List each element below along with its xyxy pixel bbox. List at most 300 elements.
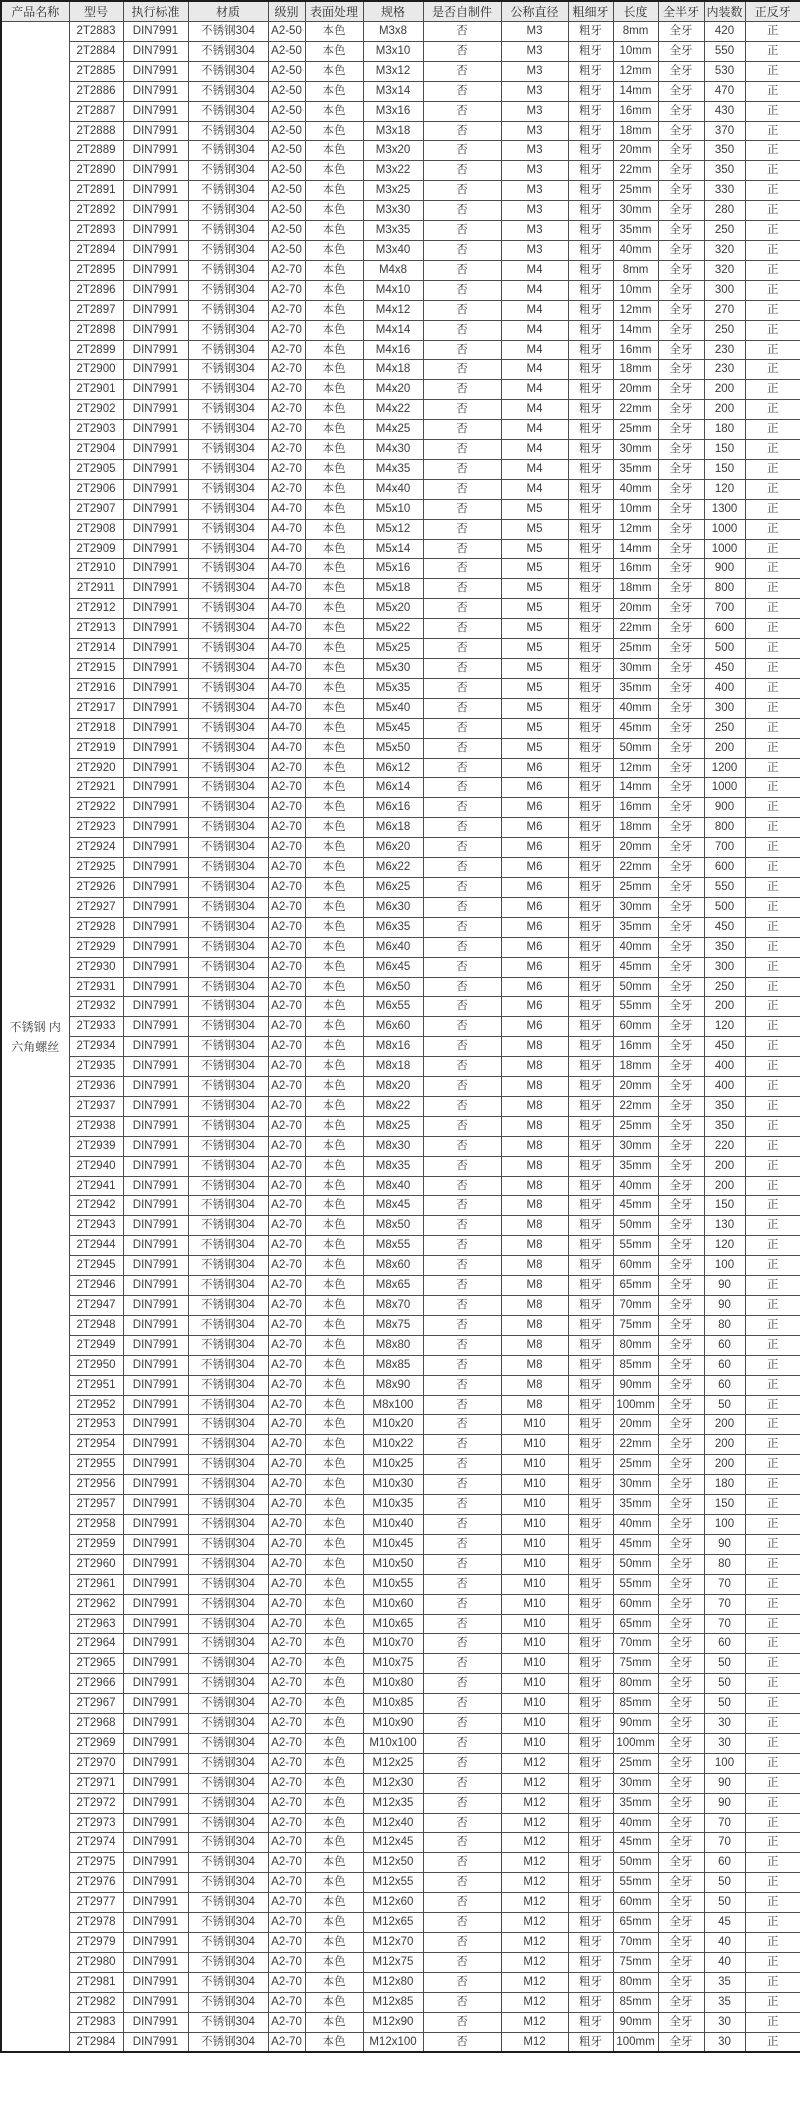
table-row bbox=[1, 1196, 800, 1216]
cell-nominal-diameter: M10 bbox=[501, 1594, 568, 1614]
table-row bbox=[1, 1136, 800, 1156]
cell-length: 45mm bbox=[613, 1833, 658, 1853]
cell-grade: A2-50 bbox=[268, 22, 305, 42]
table-row bbox=[1, 1992, 800, 2012]
cell-model: 2T2962 bbox=[69, 1594, 123, 1614]
cell-spec: M3x12 bbox=[363, 61, 423, 81]
cell-self-made: 否 bbox=[423, 1913, 501, 1933]
cell-model: 2T2932 bbox=[69, 997, 123, 1017]
cell-nominal-diameter: M3 bbox=[501, 181, 568, 201]
cell-self-made: 否 bbox=[423, 599, 501, 619]
cell-standard: DIN7991 bbox=[123, 599, 188, 619]
cell-length: 18mm bbox=[613, 579, 658, 599]
cell-thread-coverage: 全牙 bbox=[658, 1395, 704, 1415]
cell-standard: DIN7991 bbox=[123, 778, 188, 798]
cell-thread-direction: 正 bbox=[745, 897, 800, 917]
cell-thread-coverage: 全牙 bbox=[658, 1614, 704, 1634]
cell-material: 不锈钢304 bbox=[188, 1017, 268, 1037]
cell-surface-finish: 本色 bbox=[305, 1714, 363, 1734]
cell-spec: M10x25 bbox=[363, 1455, 423, 1475]
cell-thread-pitch: 粗牙 bbox=[568, 758, 613, 778]
cell-spec: M8x18 bbox=[363, 1057, 423, 1077]
cell-pack-qty: 800 bbox=[704, 579, 745, 599]
cell-surface-finish: 本色 bbox=[305, 678, 363, 698]
cell-standard: DIN7991 bbox=[123, 1335, 188, 1355]
cell-length: 18mm bbox=[613, 818, 658, 838]
table-row bbox=[1, 1952, 800, 1972]
cell-model: 2T2981 bbox=[69, 1972, 123, 1992]
cell-self-made: 否 bbox=[423, 121, 501, 141]
cell-thread-coverage: 全牙 bbox=[658, 877, 704, 897]
cell-model: 2T2942 bbox=[69, 1196, 123, 1216]
cell-model: 2T2904 bbox=[69, 440, 123, 460]
cell-thread-direction: 正 bbox=[745, 1077, 800, 1097]
cell-pack-qty: 500 bbox=[704, 897, 745, 917]
cell-thread-direction: 正 bbox=[745, 1694, 800, 1714]
cell-grade: A2-70 bbox=[268, 1694, 305, 1714]
cell-self-made: 否 bbox=[423, 440, 501, 460]
cell-nominal-diameter: M5 bbox=[501, 499, 568, 519]
cell-thread-pitch: 粗牙 bbox=[568, 619, 613, 639]
cell-thread-pitch: 粗牙 bbox=[568, 141, 613, 161]
table-row bbox=[1, 1296, 800, 1316]
table-row bbox=[1, 1813, 800, 1833]
cell-standard: DIN7991 bbox=[123, 1116, 188, 1136]
cell-grade: A2-70 bbox=[268, 1714, 305, 1734]
cell-pack-qty: 350 bbox=[704, 937, 745, 957]
cell-spec: M3x18 bbox=[363, 121, 423, 141]
table-row bbox=[1, 997, 800, 1017]
cell-nominal-diameter: M4 bbox=[501, 380, 568, 400]
cell-thread-coverage: 全牙 bbox=[658, 1435, 704, 1455]
cell-length: 22mm bbox=[613, 1435, 658, 1455]
cell-thread-pitch: 粗牙 bbox=[568, 798, 613, 818]
table-row bbox=[1, 1714, 800, 1734]
cell-length: 25mm bbox=[613, 1455, 658, 1475]
cell-surface-finish: 本色 bbox=[305, 1415, 363, 1435]
cell-length: 30mm bbox=[613, 440, 658, 460]
cell-self-made: 否 bbox=[423, 917, 501, 937]
cell-thread-direction: 正 bbox=[745, 1793, 800, 1813]
cell-thread-pitch: 粗牙 bbox=[568, 519, 613, 539]
cell-thread-direction: 正 bbox=[745, 1455, 800, 1475]
cell-thread-coverage: 全牙 bbox=[658, 1196, 704, 1216]
cell-length: 45mm bbox=[613, 1534, 658, 1554]
cell-thread-pitch: 粗牙 bbox=[568, 1256, 613, 1276]
cell-spec: M12x40 bbox=[363, 1813, 423, 1833]
cell-material: 不锈钢304 bbox=[188, 957, 268, 977]
cell-model: 2T2940 bbox=[69, 1156, 123, 1176]
table-row bbox=[1, 1037, 800, 1057]
cell-surface-finish: 本色 bbox=[305, 619, 363, 639]
table-row bbox=[1, 360, 800, 380]
cell-spec: M4x20 bbox=[363, 380, 423, 400]
cell-material: 不锈钢304 bbox=[188, 917, 268, 937]
cell-thread-direction: 正 bbox=[745, 718, 800, 738]
cell-thread-coverage: 全牙 bbox=[658, 1574, 704, 1594]
table-row bbox=[1, 1096, 800, 1116]
cell-length: 22mm bbox=[613, 400, 658, 420]
cell-surface-finish: 本色 bbox=[305, 1236, 363, 1256]
cell-thread-coverage: 全牙 bbox=[658, 738, 704, 758]
cell-spec: M6x25 bbox=[363, 877, 423, 897]
cell-nominal-diameter: M5 bbox=[501, 599, 568, 619]
table-row bbox=[1, 1853, 800, 1873]
cell-spec: M12x35 bbox=[363, 1793, 423, 1813]
cell-spec: M12x100 bbox=[363, 2032, 423, 2052]
cell-thread-pitch: 粗牙 bbox=[568, 1793, 613, 1813]
cell-thread-pitch: 粗牙 bbox=[568, 738, 613, 758]
cell-model: 2T2893 bbox=[69, 221, 123, 241]
cell-thread-coverage: 全牙 bbox=[658, 360, 704, 380]
cell-surface-finish: 本色 bbox=[305, 1694, 363, 1714]
cell-model: 2T2976 bbox=[69, 1873, 123, 1893]
cell-thread-direction: 正 bbox=[745, 1315, 800, 1335]
cell-pack-qty: 90 bbox=[704, 1276, 745, 1296]
cell-grade: A2-70 bbox=[268, 1893, 305, 1913]
cell-material: 不锈钢304 bbox=[188, 1853, 268, 1873]
cell-thread-pitch: 粗牙 bbox=[568, 1933, 613, 1953]
table-row bbox=[1, 499, 800, 519]
cell-material: 不锈钢304 bbox=[188, 380, 268, 400]
cell-thread-direction: 正 bbox=[745, 1495, 800, 1515]
cell-length: 25mm bbox=[613, 181, 658, 201]
table-body bbox=[1, 22, 800, 2053]
table-row bbox=[1, 380, 800, 400]
cell-material: 不锈钢304 bbox=[188, 818, 268, 838]
cell-self-made: 否 bbox=[423, 1037, 501, 1057]
cell-length: 60mm bbox=[613, 1256, 658, 1276]
table-row bbox=[1, 400, 800, 420]
cell-self-made: 否 bbox=[423, 1335, 501, 1355]
cell-length: 20mm bbox=[613, 599, 658, 619]
cell-model: 2T2896 bbox=[69, 280, 123, 300]
cell-thread-direction: 正 bbox=[745, 81, 800, 101]
cell-pack-qty: 350 bbox=[704, 161, 745, 181]
table-row bbox=[1, 201, 800, 221]
cell-length: 22mm bbox=[613, 619, 658, 639]
table-row bbox=[1, 718, 800, 738]
cell-surface-finish: 本色 bbox=[305, 1634, 363, 1654]
cell-standard: DIN7991 bbox=[123, 2032, 188, 2052]
cell-grade: A2-70 bbox=[268, 280, 305, 300]
cell-thread-direction: 正 bbox=[745, 440, 800, 460]
cell-length: 35mm bbox=[613, 459, 658, 479]
cell-self-made: 否 bbox=[423, 1216, 501, 1236]
cell-self-made: 否 bbox=[423, 221, 501, 241]
cell-pack-qty: 50 bbox=[704, 1674, 745, 1694]
cell-surface-finish: 本色 bbox=[305, 1514, 363, 1534]
cell-grade: A2-70 bbox=[268, 1813, 305, 1833]
column-header-standard: 执行标准 bbox=[123, 1, 188, 22]
cell-self-made: 否 bbox=[423, 1972, 501, 1992]
table-row bbox=[1, 917, 800, 937]
cell-model: 2T2926 bbox=[69, 877, 123, 897]
cell-spec: M4x18 bbox=[363, 360, 423, 380]
cell-thread-coverage: 全牙 bbox=[658, 559, 704, 579]
cell-spec: M3x10 bbox=[363, 41, 423, 61]
cell-grade: A2-70 bbox=[268, 1296, 305, 1316]
cell-standard: DIN7991 bbox=[123, 678, 188, 698]
cell-surface-finish: 本色 bbox=[305, 1793, 363, 1813]
cell-thread-coverage: 全牙 bbox=[658, 997, 704, 1017]
cell-grade: A2-70 bbox=[268, 1634, 305, 1654]
cell-nominal-diameter: M12 bbox=[501, 1992, 568, 2012]
cell-surface-finish: 本色 bbox=[305, 1972, 363, 1992]
cell-standard: DIN7991 bbox=[123, 1893, 188, 1913]
cell-standard: DIN7991 bbox=[123, 1037, 188, 1057]
cell-length: 85mm bbox=[613, 1355, 658, 1375]
cell-thread-direction: 正 bbox=[745, 1395, 800, 1415]
cell-pack-qty: 450 bbox=[704, 1037, 745, 1057]
cell-nominal-diameter: M10 bbox=[501, 1475, 568, 1495]
cell-pack-qty: 400 bbox=[704, 1077, 745, 1097]
cell-surface-finish: 本色 bbox=[305, 738, 363, 758]
cell-thread-direction: 正 bbox=[745, 838, 800, 858]
cell-model: 2T2941 bbox=[69, 1176, 123, 1196]
cell-material: 不锈钢304 bbox=[188, 1893, 268, 1913]
cell-pack-qty: 1000 bbox=[704, 778, 745, 798]
cell-pack-qty: 70 bbox=[704, 1833, 745, 1853]
cell-pack-qty: 1200 bbox=[704, 758, 745, 778]
cell-thread-pitch: 粗牙 bbox=[568, 778, 613, 798]
cell-self-made: 否 bbox=[423, 22, 501, 42]
cell-nominal-diameter: M12 bbox=[501, 1793, 568, 1813]
cell-surface-finish: 本色 bbox=[305, 1495, 363, 1515]
cell-standard: DIN7991 bbox=[123, 360, 188, 380]
cell-thread-pitch: 粗牙 bbox=[568, 1116, 613, 1136]
cell-thread-coverage: 全牙 bbox=[658, 499, 704, 519]
cell-surface-finish: 本色 bbox=[305, 1554, 363, 1574]
cell-grade: A2-50 bbox=[268, 141, 305, 161]
cell-material: 不锈钢304 bbox=[188, 340, 268, 360]
cell-surface-finish: 本色 bbox=[305, 1733, 363, 1753]
cell-pack-qty: 200 bbox=[704, 1415, 745, 1435]
table-row bbox=[1, 877, 800, 897]
cell-nominal-diameter: M8 bbox=[501, 1156, 568, 1176]
cell-surface-finish: 本色 bbox=[305, 260, 363, 280]
cell-nominal-diameter: M4 bbox=[501, 280, 568, 300]
cell-material: 不锈钢304 bbox=[188, 41, 268, 61]
cell-grade: A2-70 bbox=[268, 1017, 305, 1037]
cell-grade: A2-70 bbox=[268, 1216, 305, 1236]
cell-standard: DIN7991 bbox=[123, 1733, 188, 1753]
cell-model: 2T2977 bbox=[69, 1893, 123, 1913]
cell-length: 100mm bbox=[613, 1395, 658, 1415]
cell-spec: M4x25 bbox=[363, 420, 423, 440]
cell-nominal-diameter: M5 bbox=[501, 559, 568, 579]
cell-nominal-diameter: M8 bbox=[501, 1276, 568, 1296]
cell-standard: DIN7991 bbox=[123, 1156, 188, 1176]
cell-self-made: 否 bbox=[423, 778, 501, 798]
cell-spec: M3x22 bbox=[363, 161, 423, 181]
cell-spec: M4x12 bbox=[363, 300, 423, 320]
cell-pack-qty: 150 bbox=[704, 459, 745, 479]
cell-spec: M8x55 bbox=[363, 1236, 423, 1256]
cell-thread-direction: 正 bbox=[745, 1992, 800, 2012]
cell-standard: DIN7991 bbox=[123, 141, 188, 161]
cell-material: 不锈钢304 bbox=[188, 181, 268, 201]
cell-thread-pitch: 粗牙 bbox=[568, 1077, 613, 1097]
cell-nominal-diameter: M4 bbox=[501, 260, 568, 280]
cell-thread-pitch: 粗牙 bbox=[568, 917, 613, 937]
cell-standard: DIN7991 bbox=[123, 181, 188, 201]
cell-model: 2T2965 bbox=[69, 1654, 123, 1674]
cell-thread-direction: 正 bbox=[745, 41, 800, 61]
cell-surface-finish: 本色 bbox=[305, 559, 363, 579]
cell-nominal-diameter: M10 bbox=[501, 1415, 568, 1435]
cell-grade: A2-50 bbox=[268, 121, 305, 141]
cell-length: 75mm bbox=[613, 1654, 658, 1674]
cell-self-made: 否 bbox=[423, 1415, 501, 1435]
cell-length: 50mm bbox=[613, 977, 658, 997]
cell-pack-qty: 70 bbox=[704, 1594, 745, 1614]
cell-grade: A2-70 bbox=[268, 917, 305, 937]
cell-surface-finish: 本色 bbox=[305, 300, 363, 320]
cell-self-made: 否 bbox=[423, 1554, 501, 1574]
cell-nominal-diameter: M12 bbox=[501, 1773, 568, 1793]
cell-material: 不锈钢304 bbox=[188, 1933, 268, 1953]
cell-spec: M10x45 bbox=[363, 1534, 423, 1554]
cell-thread-direction: 正 bbox=[745, 1952, 800, 1972]
cell-thread-direction: 正 bbox=[745, 1714, 800, 1734]
cell-thread-coverage: 全牙 bbox=[658, 838, 704, 858]
cell-pack-qty: 450 bbox=[704, 659, 745, 679]
cell-material: 不锈钢304 bbox=[188, 1833, 268, 1853]
cell-pack-qty: 90 bbox=[704, 1793, 745, 1813]
cell-nominal-diameter: M6 bbox=[501, 838, 568, 858]
cell-surface-finish: 本色 bbox=[305, 1753, 363, 1773]
cell-thread-direction: 正 bbox=[745, 778, 800, 798]
cell-thread-direction: 正 bbox=[745, 1236, 800, 1256]
cell-material: 不锈钢304 bbox=[188, 519, 268, 539]
cell-standard: DIN7991 bbox=[123, 240, 188, 260]
cell-grade: A2-70 bbox=[268, 1534, 305, 1554]
cell-thread-direction: 正 bbox=[745, 1733, 800, 1753]
cell-thread-direction: 正 bbox=[745, 479, 800, 499]
table-row bbox=[1, 2032, 800, 2052]
cell-nominal-diameter: M10 bbox=[501, 1455, 568, 1475]
cell-standard: DIN7991 bbox=[123, 61, 188, 81]
cell-grade: A2-70 bbox=[268, 1733, 305, 1753]
cell-thread-pitch: 粗牙 bbox=[568, 1813, 613, 1833]
cell-grade: A2-70 bbox=[268, 1674, 305, 1694]
cell-thread-coverage: 全牙 bbox=[658, 678, 704, 698]
cell-model: 2T2886 bbox=[69, 81, 123, 101]
cell-grade: A2-70 bbox=[268, 1475, 305, 1495]
cell-self-made: 否 bbox=[423, 161, 501, 181]
cell-grade: A4-70 bbox=[268, 678, 305, 698]
cell-surface-finish: 本色 bbox=[305, 101, 363, 121]
table-row bbox=[1, 1236, 800, 1256]
table-row bbox=[1, 1674, 800, 1694]
cell-thread-direction: 正 bbox=[745, 1335, 800, 1355]
cell-thread-direction: 正 bbox=[745, 1096, 800, 1116]
cell-self-made: 否 bbox=[423, 877, 501, 897]
cell-standard: DIN7991 bbox=[123, 758, 188, 778]
cell-model: 2T2917 bbox=[69, 698, 123, 718]
column-header-thread-coverage: 全半牙 bbox=[658, 1, 704, 22]
cell-spec: M4x22 bbox=[363, 400, 423, 420]
cell-nominal-diameter: M3 bbox=[501, 221, 568, 241]
cell-grade: A2-70 bbox=[268, 1495, 305, 1515]
cell-nominal-diameter: M6 bbox=[501, 917, 568, 937]
cell-thread-coverage: 全牙 bbox=[658, 2012, 704, 2032]
table-row bbox=[1, 1375, 800, 1395]
cell-self-made: 否 bbox=[423, 1395, 501, 1415]
cell-thread-coverage: 全牙 bbox=[658, 957, 704, 977]
cell-thread-pitch: 粗牙 bbox=[568, 599, 613, 619]
cell-grade: A2-70 bbox=[268, 1236, 305, 1256]
cell-pack-qty: 90 bbox=[704, 1773, 745, 1793]
cell-pack-qty: 50 bbox=[704, 1654, 745, 1674]
cell-nominal-diameter: M4 bbox=[501, 340, 568, 360]
cell-thread-coverage: 全牙 bbox=[658, 61, 704, 81]
cell-model: 2T2966 bbox=[69, 1674, 123, 1694]
cell-self-made: 否 bbox=[423, 459, 501, 479]
cell-material: 不锈钢304 bbox=[188, 1395, 268, 1415]
cell-nominal-diameter: M8 bbox=[501, 1216, 568, 1236]
table-row bbox=[1, 1972, 800, 1992]
cell-surface-finish: 本色 bbox=[305, 1017, 363, 1037]
cell-nominal-diameter: M12 bbox=[501, 1893, 568, 1913]
cell-standard: DIN7991 bbox=[123, 1614, 188, 1634]
cell-thread-pitch: 粗牙 bbox=[568, 81, 613, 101]
cell-standard: DIN7991 bbox=[123, 22, 188, 42]
cell-pack-qty: 60 bbox=[704, 1375, 745, 1395]
cell-spec: M4x40 bbox=[363, 479, 423, 499]
cell-self-made: 否 bbox=[423, 101, 501, 121]
cell-thread-pitch: 粗牙 bbox=[568, 1614, 613, 1634]
cell-self-made: 否 bbox=[423, 1594, 501, 1614]
cell-nominal-diameter: M4 bbox=[501, 400, 568, 420]
cell-self-made: 否 bbox=[423, 519, 501, 539]
cell-nominal-diameter: M6 bbox=[501, 997, 568, 1017]
cell-surface-finish: 本色 bbox=[305, 1276, 363, 1296]
cell-thread-pitch: 粗牙 bbox=[568, 977, 613, 997]
cell-spec: M6x30 bbox=[363, 897, 423, 917]
cell-surface-finish: 本色 bbox=[305, 440, 363, 460]
cell-thread-direction: 正 bbox=[745, 240, 800, 260]
cell-surface-finish: 本色 bbox=[305, 1813, 363, 1833]
cell-surface-finish: 本色 bbox=[305, 1913, 363, 1933]
cell-grade: A2-70 bbox=[268, 1315, 305, 1335]
cell-self-made: 否 bbox=[423, 380, 501, 400]
cell-thread-coverage: 全牙 bbox=[658, 101, 704, 121]
cell-spec: M4x35 bbox=[363, 459, 423, 479]
cell-length: 65mm bbox=[613, 1614, 658, 1634]
cell-model: 2T2984 bbox=[69, 2032, 123, 2052]
cell-spec: M8x90 bbox=[363, 1375, 423, 1395]
cell-standard: DIN7991 bbox=[123, 698, 188, 718]
cell-length: 30mm bbox=[613, 201, 658, 221]
cell-spec: M4x30 bbox=[363, 440, 423, 460]
cell-spec: M12x60 bbox=[363, 1893, 423, 1913]
table-row bbox=[1, 858, 800, 878]
cell-material: 不锈钢304 bbox=[188, 260, 268, 280]
table-row bbox=[1, 240, 800, 260]
cell-length: 40mm bbox=[613, 1176, 658, 1196]
cell-pack-qty: 330 bbox=[704, 181, 745, 201]
cell-model: 2T2883 bbox=[69, 22, 123, 42]
cell-self-made: 否 bbox=[423, 260, 501, 280]
cell-thread-coverage: 全牙 bbox=[658, 1256, 704, 1276]
cell-self-made: 否 bbox=[423, 1773, 501, 1793]
cell-thread-pitch: 粗牙 bbox=[568, 1355, 613, 1375]
cell-self-made: 否 bbox=[423, 1514, 501, 1534]
cell-model: 2T2899 bbox=[69, 340, 123, 360]
cell-grade: A2-70 bbox=[268, 360, 305, 380]
